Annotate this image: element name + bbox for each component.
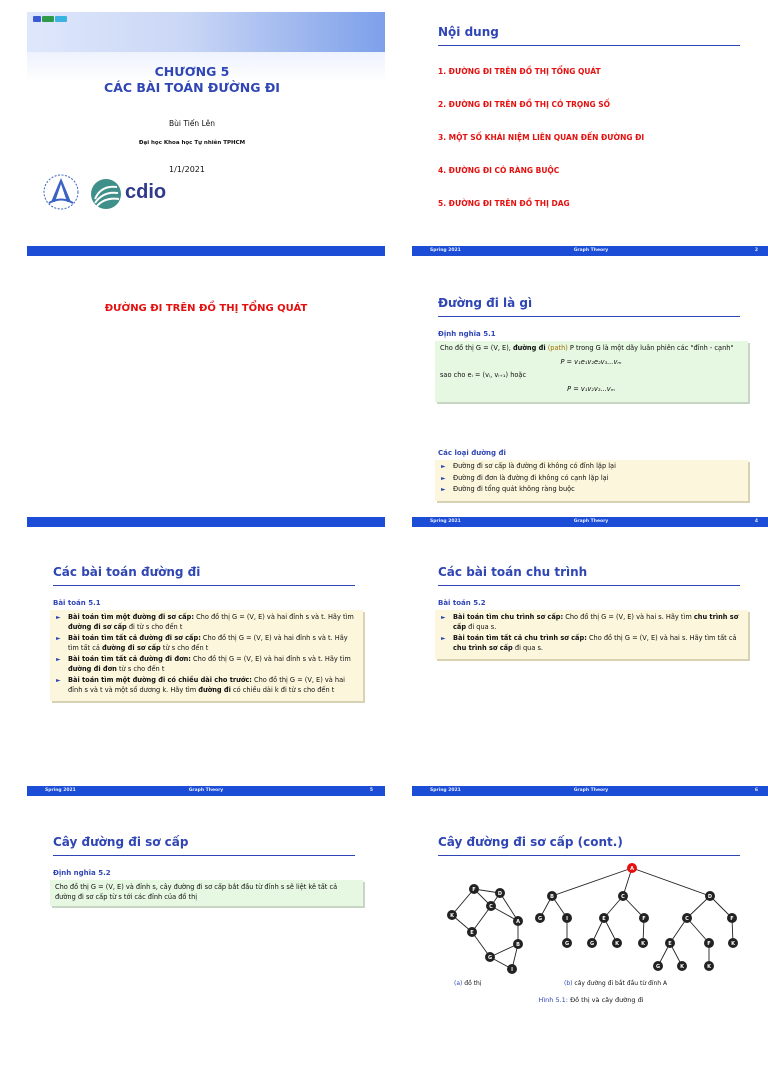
cdio-emblem-icon bbox=[89, 177, 123, 211]
tree-node bbox=[727, 913, 737, 923]
footer-page-number: 2 bbox=[754, 248, 758, 253]
definition-header: Định nghĩa 5.1 bbox=[438, 330, 496, 338]
figure-caption: Hình 5.1: Đồ thị và cây đường đi bbox=[538, 996, 644, 1004]
svg-text:C: C bbox=[621, 894, 625, 900]
tree-node bbox=[638, 938, 648, 948]
tree-node bbox=[665, 938, 675, 948]
graph-node bbox=[485, 952, 495, 962]
tree-node bbox=[682, 913, 692, 923]
tree-node bbox=[705, 891, 715, 901]
university-logo-icon bbox=[41, 172, 81, 212]
svg-text:F: F bbox=[707, 941, 711, 947]
svg-text:G: G bbox=[537, 916, 543, 922]
svg-text:G: G bbox=[487, 955, 493, 961]
definition-block bbox=[435, 327, 748, 402]
tree-node bbox=[612, 938, 622, 948]
heading-rule bbox=[438, 585, 740, 586]
figure-graph-and-tree bbox=[412, 860, 768, 1010]
path-types-body bbox=[435, 460, 748, 501]
svg-text:K: K bbox=[615, 941, 619, 947]
list-item: ► Bài toán tìm một đường đi sơ cấp: Cho đồ thị G = (V, E) và hai đỉnh s và t. Hãy tìm đường đi sơ cấp đi từ s cho đến t bbox=[55, 613, 357, 632]
svg-text:K: K bbox=[731, 941, 735, 947]
slide-footer bbox=[412, 786, 768, 796]
list-item: ► Bài toán tìm tất cả đường đi đơn: Cho đồ thị G = (V, E) và hai đỉnh s và t. Hãy tìm đường đi đơn từ s cho đến t bbox=[55, 655, 357, 674]
svg-text:D: D bbox=[707, 894, 713, 900]
tree-root-node bbox=[627, 863, 637, 873]
problem-block bbox=[435, 596, 748, 659]
tree-node bbox=[639, 913, 649, 923]
svg-text:B: B bbox=[550, 894, 554, 900]
svg-text:E: E bbox=[470, 930, 474, 936]
tree-node bbox=[704, 938, 714, 948]
footer-page-number: 6 bbox=[754, 788, 758, 793]
footer-course: Graph Theory bbox=[573, 248, 609, 253]
footer-course: Graph Theory bbox=[573, 788, 609, 793]
heading-rule bbox=[438, 45, 740, 46]
contents-item[interactable]: 1. ĐƯỜNG ĐI TRÊN ĐỒ THỊ TỔNG QUÁT bbox=[438, 67, 601, 76]
author-name: Bùi Tiến Lên bbox=[169, 119, 215, 128]
contents-item[interactable]: 2. ĐƯỜNG ĐI TRÊN ĐỒ THỊ CÓ TRỌNG SỐ bbox=[438, 100, 611, 109]
tree-node bbox=[728, 938, 738, 948]
graph-node bbox=[513, 916, 523, 926]
svg-text:E: E bbox=[602, 916, 606, 922]
svg-text:E: E bbox=[668, 941, 672, 947]
heading-rule bbox=[53, 585, 355, 586]
decor-square bbox=[33, 16, 41, 22]
path-types-block bbox=[435, 446, 748, 501]
list-item: ► Đường đi đơn là đường đi không có cạnh lặp lại bbox=[440, 474, 742, 484]
presentation-date: 1/1/2021 bbox=[169, 165, 205, 174]
problem-body bbox=[435, 610, 748, 659]
svg-text:K: K bbox=[680, 964, 684, 970]
list-item: ► Đường đi sơ cấp là đường đi không có đỉnh lặp lại bbox=[440, 462, 742, 472]
slide-path-tree-figure bbox=[412, 822, 768, 1066]
tree-node bbox=[587, 938, 597, 948]
list-item: ► Bài toán tìm tất cả đường đi sơ cấp: Cho đồ thị G = (V, E) và hai đỉnh s và t. Hãy tìm tất cả đường đi sơ cấp từ s cho đến t bbox=[55, 634, 357, 653]
graph-node bbox=[467, 927, 477, 937]
slide-title bbox=[27, 12, 385, 256]
footer-term: Spring 2021 bbox=[430, 788, 461, 793]
problem-block bbox=[50, 596, 363, 701]
svg-text:G: G bbox=[655, 964, 661, 970]
slide-heading: Các bài toán chu trình bbox=[438, 565, 588, 579]
path-formula: P = v₁e₁v₂e₂v₃...vₘ bbox=[560, 357, 622, 366]
problem-header: Bài toán 5.2 bbox=[438, 599, 486, 607]
heading-rule bbox=[438, 316, 740, 317]
svg-text:B: B bbox=[516, 942, 520, 948]
svg-text:A: A bbox=[516, 919, 520, 925]
footer-term: Spring 2021 bbox=[430, 248, 461, 253]
subcaption-graph: (a) đồ thị bbox=[454, 980, 482, 987]
svg-text:D: D bbox=[497, 891, 503, 897]
slide-section bbox=[27, 283, 385, 527]
svg-text:F: F bbox=[730, 916, 734, 922]
slide-cycle-problems bbox=[412, 552, 768, 796]
slide-heading: Các bài toán đường đi bbox=[53, 565, 201, 579]
graph-node bbox=[495, 888, 505, 898]
footer-page-number: 5 bbox=[369, 788, 373, 793]
definition-header: Định nghĩa 5.2 bbox=[53, 869, 111, 877]
slide-footer bbox=[412, 246, 768, 256]
slide-footer bbox=[412, 517, 768, 527]
tree-node bbox=[547, 891, 557, 901]
slide-heading: Nội dung bbox=[438, 25, 499, 39]
footer-term: Spring 2021 bbox=[45, 788, 76, 793]
slide-heading: Cây đường đi sơ cấp bbox=[53, 835, 189, 849]
svg-text:I: I bbox=[511, 967, 513, 973]
svg-text:I: I bbox=[566, 916, 568, 922]
svg-text:K: K bbox=[450, 913, 454, 919]
svg-text:F: F bbox=[642, 916, 646, 922]
svg-text:G: G bbox=[564, 941, 570, 947]
slide-footer bbox=[27, 246, 385, 256]
list-item: ► Bài toán tìm chu trình sơ cấp: Cho đồ thị G = (V, E) và hai s. Hãy tìm chu trình sơ cấp đi qua s. bbox=[440, 613, 742, 632]
svg-text:F: F bbox=[472, 887, 476, 893]
title-header-band bbox=[27, 12, 385, 52]
tree-node bbox=[677, 961, 687, 971]
footer-term: Spring 2021 bbox=[430, 519, 461, 524]
subcaption-tree: (b) cây đường đi bắt đầu từ đỉnh A bbox=[564, 980, 668, 987]
footer-course: Graph Theory bbox=[188, 788, 224, 793]
graph-node bbox=[486, 901, 496, 911]
tree-node bbox=[562, 938, 572, 948]
footer-page-number: 4 bbox=[754, 519, 758, 524]
tree-node bbox=[653, 961, 663, 971]
heading-rule bbox=[438, 855, 740, 856]
svg-text:K: K bbox=[641, 941, 645, 947]
svg-text:A: A bbox=[630, 866, 634, 872]
main-title-line1: CHƯƠNG 5 bbox=[154, 64, 230, 79]
graph-node bbox=[469, 884, 479, 894]
slide-path-problems bbox=[27, 552, 385, 796]
svg-text:K: K bbox=[707, 964, 711, 970]
slide-footer bbox=[27, 517, 385, 527]
slide-path-tree-definition bbox=[27, 822, 385, 1066]
cdio-logo-text: cdio bbox=[125, 181, 167, 203]
contents-item[interactable]: 4. ĐƯỜNG ĐI CÓ RÀNG BUỘC bbox=[438, 166, 560, 175]
contents-item[interactable]: 5. ĐƯỜNG ĐI TRÊN ĐỒ THỊ DAG bbox=[438, 199, 570, 208]
tree-node bbox=[618, 891, 628, 901]
list-item: ► Bài toán tìm tất cả chu trình sơ cấp: Cho đồ thị G = (V, E) và hai s. Hãy tìm tất cả chu trình sơ cấp đi qua s. bbox=[440, 634, 742, 653]
tree-node bbox=[599, 913, 609, 923]
graph-node bbox=[513, 939, 523, 949]
slide-path-definition bbox=[412, 283, 768, 527]
list-item: ► Đường đi tổng quát không ràng buộc bbox=[440, 485, 742, 495]
slide-heading: Đường đi là gì bbox=[438, 296, 533, 310]
condition-text: sao cho eᵢ = (vᵢ, vᵢ₊₁) hoặc bbox=[440, 371, 527, 379]
tree-node bbox=[704, 961, 714, 971]
main-title-line2: CÁC BÀI TOÁN ĐƯỜNG ĐI bbox=[104, 80, 280, 95]
problem-body bbox=[50, 610, 363, 701]
tree-node bbox=[535, 913, 545, 923]
svg-text:G: G bbox=[589, 941, 595, 947]
graph-node bbox=[447, 910, 457, 920]
list-item: ► Bài toán tìm một đường đi có chiều dài cho trước: Cho đồ thị G = (V, E) và hai đỉnh s và t và một số dương k. Hãy tìm đường đi có chiều dài k đi từ s cho đến t bbox=[55, 676, 357, 695]
definition-block bbox=[50, 866, 363, 906]
svg-text:C: C bbox=[685, 916, 689, 922]
cdio-logo bbox=[89, 177, 179, 211]
contents-item[interactable]: 3. MỘT SỐ KHÁI NIỆM LIÊN QUAN ĐẾN ĐƯỜNG ĐI bbox=[438, 133, 645, 142]
path-types-header: Các loại đường đi bbox=[438, 449, 506, 457]
slide-footer bbox=[27, 786, 385, 796]
graph-node bbox=[507, 964, 517, 974]
path-formula: P = v₁v₂v₃...vₘ bbox=[567, 384, 615, 393]
heading-rule bbox=[53, 855, 355, 856]
section-title: ĐƯỜNG ĐI TRÊN ĐỒ THỊ TỔNG QUÁT bbox=[104, 303, 308, 314]
decor-square bbox=[55, 16, 67, 22]
decor-square bbox=[42, 16, 54, 22]
contents-list bbox=[438, 67, 644, 232]
slide-contents bbox=[412, 12, 768, 256]
problem-header: Bài toán 5.1 bbox=[53, 599, 101, 607]
definition-body: Cho đồ thị G = (V, E), đường đi (path) P trong G là một dãy luân phiên các "đỉnh - cạnh" P = v₁e₁v₂e₂v₃...vₘ sao cho eᵢ = (vᵢ, vᵢ₊₁) hoặc P = v₁v₂v₃...vₘ bbox=[435, 341, 748, 402]
definition-body: Cho đồ thị G = (V, E) và đỉnh s, cây đường đi sơ cấp bắt đầu từ đỉnh s sẽ liệt kê tất cả đường đi sơ cấp từ s tới các đỉnh của đồ thị bbox=[50, 880, 363, 906]
footer-course: Graph Theory bbox=[573, 519, 609, 524]
slide-heading: Cây đường đi sơ cấp (cont.) bbox=[438, 835, 623, 849]
svg-text:C: C bbox=[489, 904, 493, 910]
institution-name: Đại học Khoa học Tự nhiên TPHCM bbox=[138, 140, 246, 146]
tree-node bbox=[562, 913, 572, 923]
